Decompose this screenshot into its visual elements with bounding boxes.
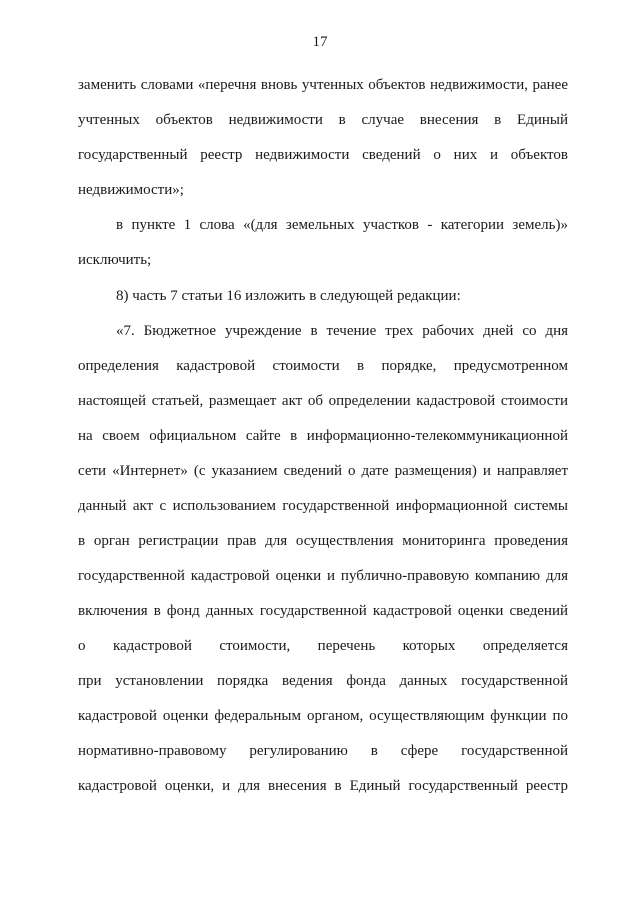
text-line: при установлении порядка ведения фонда данных государственной <box>78 673 568 689</box>
text-line: исключить; <box>78 252 152 268</box>
page-number: 17 <box>312 34 328 50</box>
text-line: учтенных объектов недвижимости в случае внесения в Единый <box>78 112 568 128</box>
text-line: государственный реестр недвижимости сведений о них и объектов <box>78 147 568 163</box>
text-line: недвижимости»; <box>78 182 184 198</box>
text-line: в орган регистрации прав для осуществления мониторинга проведения <box>78 533 568 549</box>
text-line: нормативно-правовому регулированию в сфере государственной <box>78 743 568 759</box>
text-line: настоящей статьей, размещает акт об определении кадастровой стоимости <box>78 393 568 409</box>
text-line: о кадастровой стоимости, перечень которых определяется <box>78 638 568 654</box>
text-line: определения кадастровой стоимости в порядке, предусмотренном <box>78 358 568 374</box>
text-line: кадастровой оценки федеральным органом, осуществляющим функции по <box>78 708 568 724</box>
text-line: на своем официальном сайте в информационно-телекоммуникационной <box>78 428 568 444</box>
text-line: заменить словами «перечня вновь учтенных объектов недвижимости, ранее <box>78 77 568 93</box>
text-line: данный акт с использованием государственной информационной системы <box>78 498 568 514</box>
text-line: кадастровой оценки, и для внесения в Единый государственный реестр <box>78 778 568 794</box>
text-line: сети «Интернет» (с указанием сведений о дате размещения) и направляет <box>78 463 568 479</box>
text-line: «7. Бюджетное учреждение в течение трех рабочих дней со дня <box>116 323 568 339</box>
text-line: 8) часть 7 статьи 16 изложить в следующей редакции: <box>116 288 461 304</box>
text-line: государственной кадастровой оценки и публично-правовую компанию для <box>78 568 568 584</box>
text-line: в пункте 1 слова «(для земельных участков - категории земель)» <box>116 217 568 233</box>
text-line: включения в фонд данных государственной кадастровой оценки сведений <box>78 603 568 619</box>
